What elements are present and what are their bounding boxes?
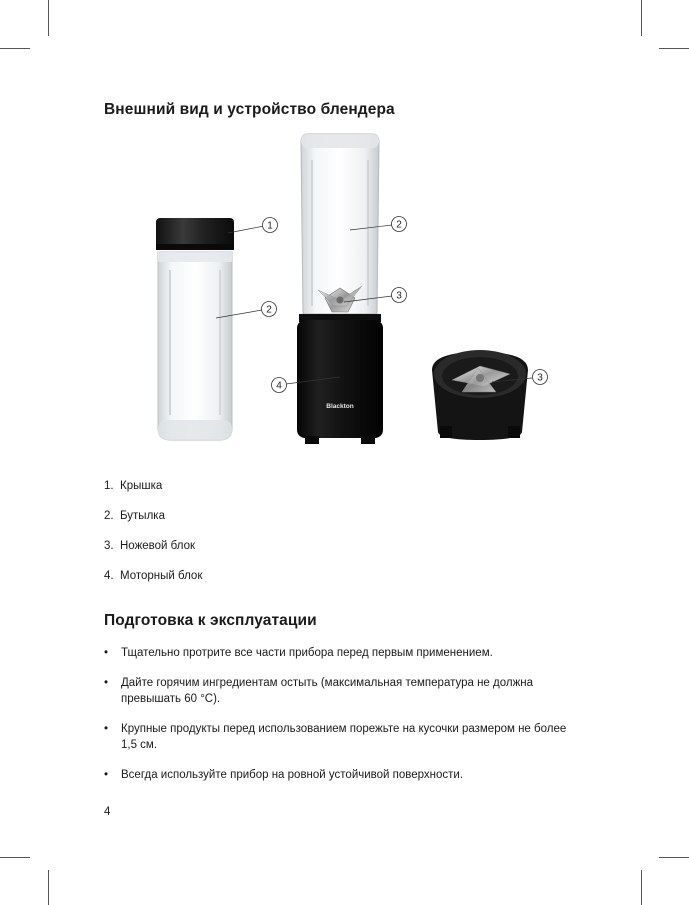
list-number: 1. [104,480,114,492]
bullet-icon: • [104,677,109,689]
callout [262,302,277,317]
callout [392,217,407,232]
callout-label: 2 [396,219,402,231]
callout [272,378,287,393]
bullet-text: Крупные продукты перед использованием порежьте на кусочки размером не более 1,5 см. [121,723,567,751]
callout-label: 4 [276,380,282,392]
crop-mark [659,48,689,49]
list-item [104,721,581,753]
list-item [104,570,202,582]
bullet-icon: • [104,769,109,781]
list-item [104,510,165,522]
callout-label: 2 [266,304,272,316]
callout [392,288,407,303]
bullet-text: Всегда используйте прибор на ровной устойчивой поверхности. [121,769,464,781]
list-item [104,480,162,492]
bullet-icon: • [104,647,109,659]
list-item [104,645,581,661]
list-item [104,767,581,783]
list-number: 4. [104,570,114,582]
blender-figure [140,130,560,450]
callout-label: 1 [267,220,273,232]
heading-preparation: Подготовка к эксплуатации [104,612,317,629]
list-label: Ножевой блок [120,540,195,552]
crop-mark [641,870,642,905]
crop-mark [0,857,30,858]
blade-unit [432,350,528,440]
crop-mark [659,857,689,858]
callout-label: 3 [396,290,402,302]
crop-mark [0,48,30,49]
page-number: 4 [104,806,111,818]
bullet-icon: • [104,723,109,735]
list-item [104,675,581,707]
callout-label: 3 [537,372,543,384]
callout [263,218,278,233]
bullet-text: Тщательно протрите все части прибора перед первым применением. [121,647,493,659]
bullet-text: Дайте горячим ингредиентам остыть (максимальная температура не должна превышать 60 °С). [121,677,534,705]
list-item [104,540,195,552]
list-label: Крышка [120,480,163,492]
crop-mark [48,0,49,36]
assembled-blender [297,134,383,444]
heading-appearance: Внешний вид и устройство блендера [104,101,395,118]
list-label: Бутылка [120,510,165,522]
list-number: 2. [104,510,114,522]
list-number: 3. [104,540,114,552]
motor-block [297,320,383,438]
list-label: Моторный блок [120,570,203,582]
callout [533,370,548,385]
crop-mark [641,0,642,36]
bottle-with-lid [156,218,234,440]
brand-logo: Blackton [326,403,354,410]
crop-mark [48,870,49,905]
